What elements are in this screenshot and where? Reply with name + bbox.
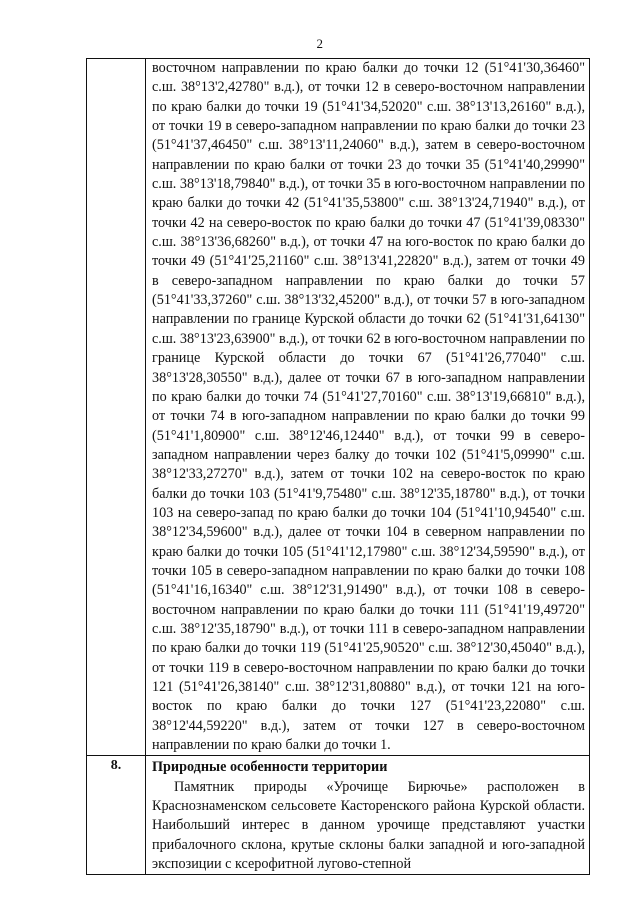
section-title: Природные особенности территории [152, 759, 388, 776]
page-number: 2 [316, 36, 324, 51]
row-number-cell: 8. [87, 756, 146, 875]
table-row [87, 756, 590, 875]
boundary-description: восточном направлении по краю балки до точки 12 (51°41'30,36460" с.ш. 38°13'2,42780" в.д.), от точки 12 в северо-восточном направлении по краю балки до точки 19 (51°41'34,52020" с.ш. 38°13'13,26160" в.д.), от точки 19 в северо-западном направлении по краю балки до точки 23 (51°41'37,46450" с.ш. 38°13'11,24060" в.д.), затем в северо-восточном направлении по краю балки от точки 23 до точки 35 (51°41'40,29990" с.ш. 38°13'18,79840" в.д.), от точки 35 в юго-восточном направлении по краю балки до точки 42 (51°41'35,53800" с.ш. 38°13'24,71940" в.д.), от точки 42 на северо-восток по краю балки до точки 47 (51°41'39,08330" с.ш. 38°13'36,68260" в.д.), от точки 47 на юго-восток по краю балки до точки 49 (51°41'25,21160" с.ш. 38°13'41,22820" в.д.), затем от точки 49 в северо-западном направлении по краю балки до точки 57 (51°41'33,37260" с.ш. 38°13'32,45200" в.д.), от точки 57 в юго-западном направлении по границе Курской области до точки 62 (51°41'31,64130" с.ш. 38°13'23,63900" в.д.), от точки 62 в юго-восточном направлении по границе Курской области до точки 67 (51°41'26,77040" с.ш. 38°13'28,30550" в.д.), далее от точки 67 в юго-западном направлении по краю балки до точки 74 (51°41'27,70160" с.ш. 38°13'19,66810" в.д.), от точки 74 в юго-западном направлении по краю балки до точки 99 (51°41'1,80900" с.ш. 38°12'46,12440" в.д.), от точки 99 в северо-западном направлении через балку до точки 102 (51°41'5,09990" с.ш. 38°12'33,27270" в.д.), затем от точки 102 на северо-восток по краю балки до точки 103 (51°41'9,75480" с.ш. 38°12'35,18780" в.д.), от точки 103 на северо-запад по краю балки до точки 104 (51°41'10,94540" с.ш. 38°12'34,59600" в.д.), далее от точки 104 в северном направлении по краю балки до точки 105 (51°41'12,17980" с.ш. 38°12'34,59590" в.д.), от точки 105 в северо-западном направлении по краю балки до точки 108 (51°41'16,16340" с.ш. 38°12'31,91490" в.д.), от точки 108 в северо-восточном направлении по краю балки до точки 111 (51°41'19,49720" с.ш. 38°12'35,18790" в.д.), от точки 111 в северо-западном направлении по краю балки до точки 119 (51°41'25,90520" с.ш. 38°12'30,45040" в.д.), от точки 119 в северо-восточном направлении по краю балки до точки 121 (51°41'26,38140" с.ш. 38°12'31,80880" в.д.), от точки 121 на юго-восток по краю балки до точки 127 (51°41'23,22080" с.ш. 38°12'44,59220" в.д.), затем от точки 127 в северо-восточном направлении по краю балки до точки 1. [152, 60, 586, 754]
row-number-cell [87, 59, 146, 756]
row-text-cell [146, 756, 590, 875]
section-paragraph: Памятник природы «Урочище Бирючье» расположен в Краснознаменском сельсовете Касторенского района Курской области. Наибольший интерес в данном урочище представляют участки прибалочного склона, крутые склоны балки западной и юго-западной экспозиции с ксерофитной лугово-степной [152, 778, 585, 873]
document-table [86, 58, 590, 875]
row-text-cell [146, 59, 590, 756]
table-row [87, 59, 590, 756]
